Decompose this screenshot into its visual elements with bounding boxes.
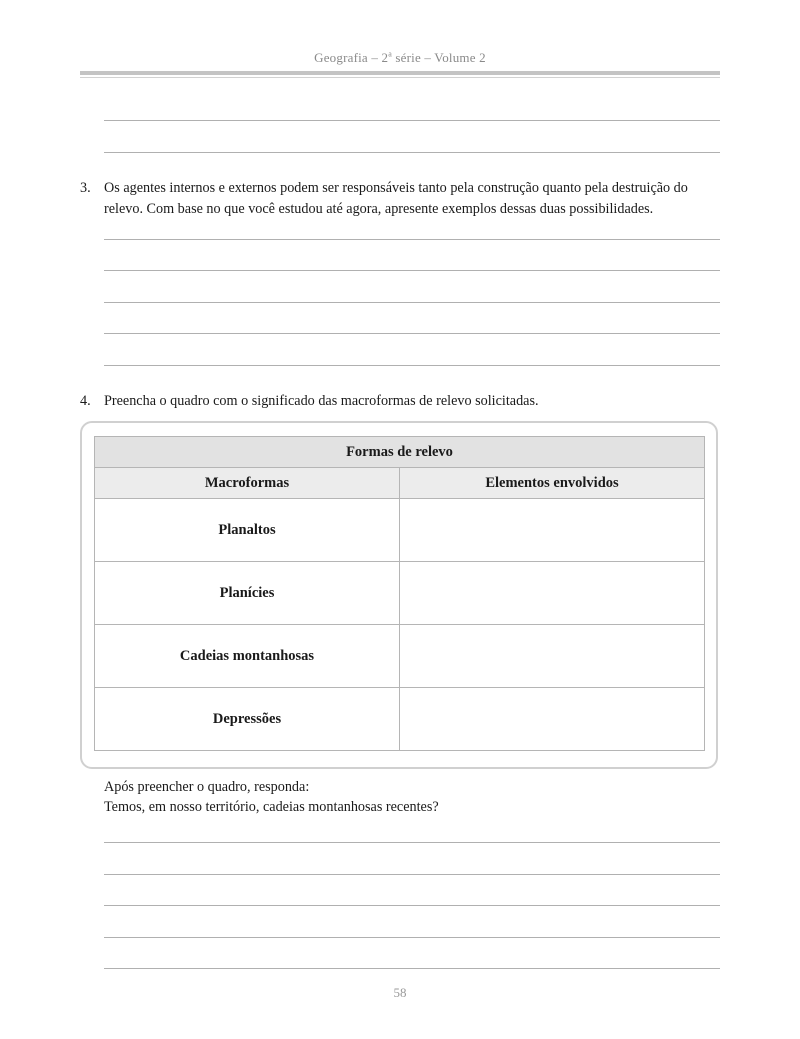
answer-line[interactable]: [104, 842, 720, 843]
answer-line[interactable]: [104, 270, 720, 271]
table-title: Formas de relevo: [95, 437, 705, 468]
follow-up-question: Temos, em nosso território, cadeias montanhosas recentes?: [104, 799, 439, 815]
column-header-macroformas: Macroformas: [95, 468, 400, 499]
table-row: [95, 688, 705, 751]
question-text: Preencha o quadro com o significado das macroformas de relevo solicitadas.: [104, 393, 539, 409]
row-label: Depressões: [95, 688, 400, 751]
relief-forms-table: [94, 436, 705, 751]
running-header: [0, 50, 800, 66]
table-title-row: [95, 437, 705, 468]
answer-cell[interactable]: [400, 625, 705, 688]
answer-cell[interactable]: [400, 499, 705, 562]
answer-cell[interactable]: [400, 688, 705, 751]
answer-cell[interactable]: [400, 562, 705, 625]
header-title-rest: série – Volume 2: [391, 50, 486, 65]
answer-line[interactable]: [104, 874, 720, 875]
header-ordinal: a: [388, 49, 392, 59]
table-row: [95, 499, 705, 562]
header-title: Geografia – 2: [314, 50, 389, 65]
table-header-row: [95, 468, 705, 499]
table-row: [95, 562, 705, 625]
header-rule: [80, 71, 720, 75]
question-number: 3.: [80, 180, 91, 196]
answer-line[interactable]: [104, 937, 720, 938]
answer-line[interactable]: [104, 968, 720, 969]
follow-up-prompt: [104, 777, 720, 817]
question-3: [80, 178, 720, 220]
answer-line[interactable]: [104, 333, 720, 334]
row-label: Planícies: [95, 562, 400, 625]
question-text: Os agentes internos e externos podem ser responsáveis tanto pela construção quanto pela destruição do relevo. Com base no que você estudou até agora, apresente exemplos dessas duas possibilidades.: [104, 180, 688, 217]
column-header-elementos: Elementos envolvidos: [400, 468, 705, 499]
question-4: [80, 391, 720, 412]
question-number: 4.: [80, 393, 91, 409]
answer-line[interactable]: [104, 302, 720, 303]
row-label: Cadeias montanhosas: [95, 625, 400, 688]
answer-line[interactable]: [104, 905, 720, 906]
answer-line: [104, 152, 720, 153]
page-number: 58: [393, 985, 407, 1000]
follow-up-instruction: Após preencher o quadro, responda:: [104, 779, 310, 795]
answer-line[interactable]: [104, 365, 720, 366]
header-rule-thin: [80, 77, 720, 78]
answer-line[interactable]: [104, 239, 720, 240]
table-row: [95, 625, 705, 688]
answer-line: [104, 120, 720, 121]
row-label: Planaltos: [95, 499, 400, 562]
